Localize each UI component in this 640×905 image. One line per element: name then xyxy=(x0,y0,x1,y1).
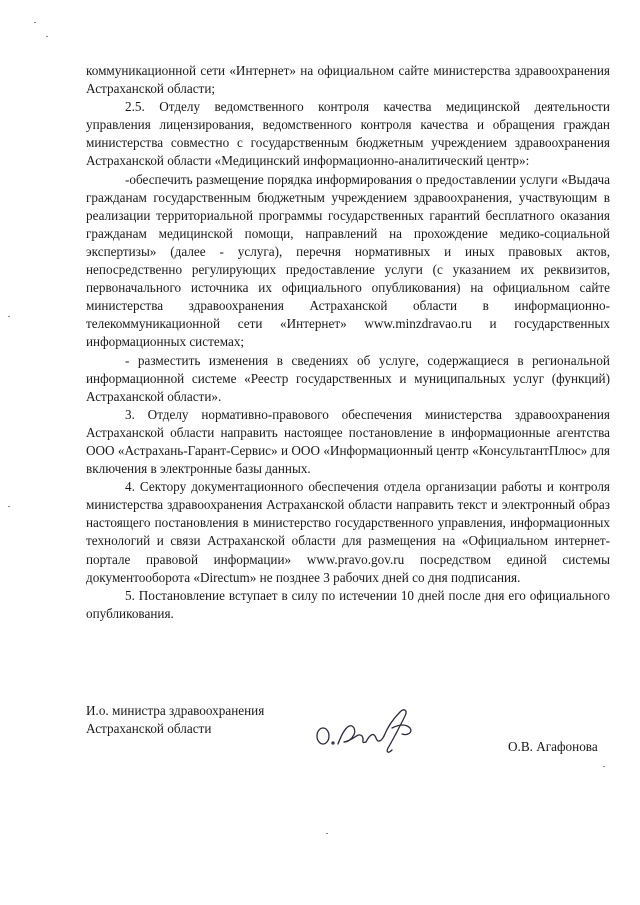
paragraph: - разместить изменения в сведениях об услуге, содержащиеся в региональной информационной системе «Реестр государственных и муниципальных услуг (функций) Астраханской области». xyxy=(86,352,610,404)
signatory-title-line: И.о. министра здравоохранения xyxy=(86,703,265,718)
paragraph: коммуникационной сети «Интернет» на официальном сайте министерства здравоохранения Астраханской области; xyxy=(86,63,610,97)
signatory-title xyxy=(86,702,316,738)
paragraph: 2.5. Отделу ведомственного контроля качества медицинской деятельности управления лицензирования, ведомственного контроля качества и обращения граждан министерства совместно с государственным бюджетным учреждением здравоохранения Астраханской области «Медицинский информационно-аналитический центр»: xyxy=(86,99,610,169)
paragraph: -обеспечить размещение порядка информирования о предоставлении услуги «Выдача гражданам государственным бюджетным учреждением здравоохранения, участвующим в реализации территориальной программы государственных гарантий бесплатного оказания гражданам медицинской помощи, направлений на прохождение медико-социальной экспертизы» (далее - услуга), перечня нормативных и иных правовых актов, непосредственно регулирующих предоставление услуги (с указанием их реквизитов, первоначального источника их официального опубликования) на официальном сайте министерства здравоохранения Астраханской области в информационно-телекоммуникационной сети «Интернет» www.minzdravao.ru и государственных информационных системах; xyxy=(86,171,610,350)
paragraph: 4. Сектору документационного обеспечения отдела организации работы и контроля министерства здравоохранения Астраханской области направить текст и электронный образ настоящего постановления в министерство государственного управления, информационных технологий и связи Астраханской области для размещения на «Официальном интернет-портале правовой информации» www.pravo.gov.ru посредством единой системы документооборота «Directum» не позднее 3 рабочих дней со дня подписания. xyxy=(86,479,610,585)
scan-speck xyxy=(34,22,36,23)
paragraph: 3. Отделу нормативно-правового обеспечения министерства здравоохранения Астраханской области направить настоящее постановление в информационные агентства ООО «Астрахань-Гарант-Сервис» и ООО «Информационный центр «КонсультантПлюс» для включения в электронные базы данных. xyxy=(86,406,610,477)
signature-block xyxy=(0,702,640,762)
document-body xyxy=(86,62,610,623)
scan-speck xyxy=(603,766,605,767)
signatory-name: О.В. Агафонова xyxy=(508,739,598,754)
signatory-title-line: Астраханской области xyxy=(86,721,212,736)
scan-speck xyxy=(46,36,48,37)
scan-speck xyxy=(8,316,10,317)
scan-speck xyxy=(326,833,328,834)
handwritten-signature xyxy=(310,698,430,758)
paragraph: 5. Постановление вступает в силу по истечении 10 дней после дня его официального опубликования. xyxy=(86,587,610,621)
scan-speck xyxy=(8,506,10,507)
